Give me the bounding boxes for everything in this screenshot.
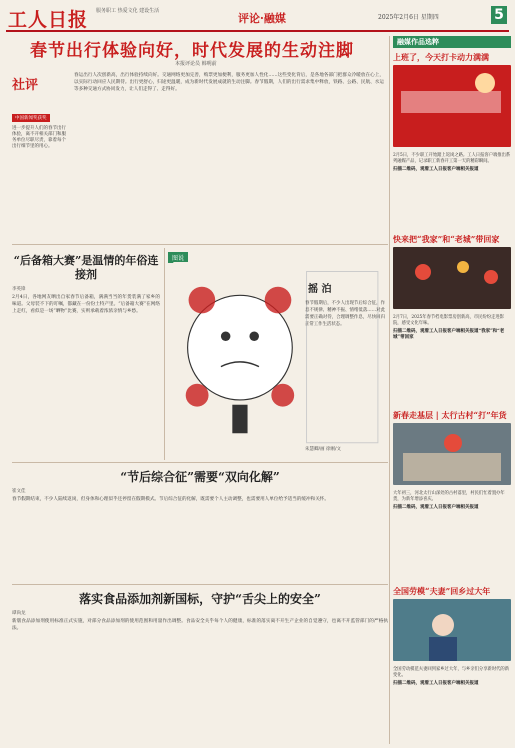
qr-note: 扫描二维码，观看工人日报客户端相关报道“我家”和“老城”带回家: [393, 329, 505, 340]
main-byline: 本报评论员 韩明前: [175, 61, 217, 67]
article3-title: “节后综合征”需要“双向化解”: [120, 470, 280, 484]
divider: [12, 584, 388, 585]
right-item-2: [393, 232, 511, 341]
right-item-title: 新春走基层 | 太行古村“打”年货: [393, 410, 507, 420]
article4-author: 谭尚龙: [12, 611, 26, 616]
right-column-header: 融媒作品选粹: [393, 36, 511, 48]
editorial-note: 进一步提升人们的春节出行体验，离不开相关部门和服务单位尽职尽责，靠着每个出行细节里的用心。: [12, 126, 66, 149]
qr-note: 扫描二维码，观看工人日报客户端相关报道: [393, 505, 479, 510]
section-title: 评论·融媒: [238, 12, 286, 25]
video-thumbnail: [393, 65, 511, 147]
right-item-3: [393, 408, 511, 511]
lead-article-text: 春运出行人次创新高，出行体验持续向好。交通网络更加完善，购票更加便利，服务更加人性化……这些变化背后，是各地各部门把群众冷暖放在心上，以实际行动回应人民期待。出行更舒心，归途更温暖，成为新时代发展成就的生动注脚。春节假期，人们的出行需求集中释放，铁路、公路、民航、水运等多种交通方式协同发力，让人们走得了、走得好。: [74, 73, 384, 92]
masthead: [6, 4, 509, 32]
article2-author: 李英锋: [12, 287, 26, 292]
right-item-title: 快来把“我家”和“老城”带回家: [393, 234, 500, 244]
right-item-text: 全国劳动模范夫妻回到家乡过大年，与乡亲们分享新时代的新变化。: [393, 667, 510, 678]
right-item-title: 上班了，今天打卡动力满满: [393, 52, 489, 62]
article4-text: 新版食品添加剂使用标准正式实施，对部分食品添加剂的使用范围和用量作出调整。食品安全关乎每个人的健康，标准的落实离不开生产企业的自觉遵守，也离不开监管部门的严格执法。: [12, 619, 388, 631]
video-thumbnail: [393, 599, 511, 661]
newspaper-slogan: 服务职工 热爱文化 建设生活: [96, 8, 160, 14]
right-column: [393, 36, 511, 744]
newspaper-logo: 工人日报: [8, 9, 89, 31]
right-item-text: 2月5日，不少职工开始踏上返岗之路。工人日报客户端推出系列融媒产品，记录职工新春开工第一天的精彩瞬间。: [393, 153, 511, 164]
article2-text: 2月4日，各地网友晒出自家春节后备箱，满满当当的年货装满了家乡的味道。父母装不下的叮嘱，都藏在一份份土特产里。“后备箱大赛”在网络上走红，看似是一场“晒物”比赛，实则承载着浓浓亲情与乡愁。: [12, 295, 160, 314]
page-number: 5: [491, 6, 507, 24]
cartoon-title: 摇 泊: [308, 284, 332, 295]
video-thumbnail: [393, 247, 511, 309]
divider: [12, 462, 388, 463]
right-item-text: 大年初三，河北太行山深处的古村落里，村民们忙着置办年货，为新年增添喜庆。: [393, 491, 505, 502]
article4-title: 落实食品添加剂新国标，守护“舌尖上的安全”: [79, 592, 321, 606]
divider: [164, 248, 165, 460]
article3-author: 崔文佳: [12, 489, 26, 494]
divider: [12, 244, 388, 245]
main-headline: 春节出行体验向好，时代发展的生动注脚: [30, 41, 354, 61]
right-item-1: [393, 50, 511, 173]
qr-note: 扫描二维码，观看工人日报客户端相关报道: [393, 681, 479, 686]
divider: [389, 36, 390, 744]
cartoon-caption: 春节假期后，不少人出现节后综合征，作息不规律、精神不振、情绪低落……对此需要正确对待，合理调整作息，尽快回归正常工作生活状态。: [305, 301, 385, 327]
award-tag: 中国新闻奖获奖: [12, 114, 50, 122]
article2-title: “后备箱大赛”是温情的年俗连接剂: [13, 254, 159, 281]
editorial-mark: 社评: [12, 78, 39, 93]
article3-text: 春节假期结束，不少人陆续返岗，但身体和心理似乎还停留在假期模式。节后综合征的化解，既需要个人主动调整，也需要用人单位给予适当的缓冲和关怀。: [12, 497, 329, 502]
issue-date: 2025年2月6日 星期四: [378, 14, 439, 21]
qr-note: 扫描二维码，观看工人日报客户端相关报道: [393, 167, 479, 172]
video-thumbnail: [393, 423, 511, 485]
right-item-4: [393, 584, 511, 687]
cartoon-tag: 图说: [168, 252, 188, 263]
right-item-text: 2月7日，2025年春节档电影票房创新高，市民纷纷走进影院，感受文化年味。: [393, 315, 504, 326]
right-item-title: 全国劳模“夫妻”回乡过大年: [393, 586, 491, 596]
editorial-box: [12, 74, 70, 164]
cartoon-author: 朱慧卿/画 徐刚/文: [305, 447, 341, 452]
